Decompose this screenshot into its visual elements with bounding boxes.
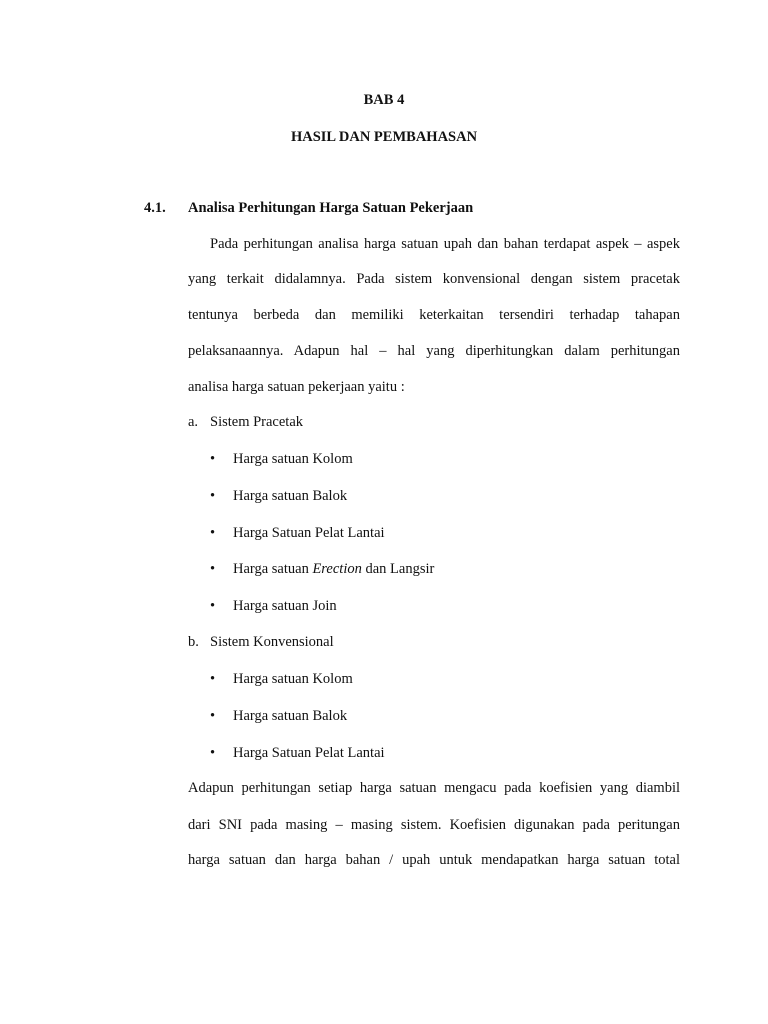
list-item-text-after: dan Langsir <box>361 561 435 577</box>
list-item <box>210 598 337 615</box>
list-item-text-italic: Erection <box>312 561 362 577</box>
bullet-icon: • <box>210 745 216 761</box>
list-item <box>210 671 353 688</box>
list-item-text: Harga satuan Join <box>233 598 337 614</box>
list-item <box>210 451 353 468</box>
list-item <box>210 745 385 762</box>
list-item <box>210 525 385 542</box>
list-letter: a. <box>188 414 199 430</box>
paragraph-line: analisa harga satuan pekerjaan yaitu : <box>188 379 405 395</box>
chapter-number: BAB 4 <box>363 92 405 108</box>
list-label-a <box>188 414 303 431</box>
paragraph-line: harga satuan dan harga bahan / upah untuk mendapatkan harga satuan total <box>188 852 680 868</box>
bullet-icon: • <box>210 488 216 504</box>
list-label-text: Sistem Pracetak <box>210 414 304 430</box>
list-item-text: Harga Satuan Pelat Lantai <box>233 745 385 761</box>
list-item-text: Harga satuan Balok <box>233 708 348 724</box>
list-item <box>210 561 434 578</box>
bullet-icon: • <box>210 671 216 687</box>
list-item <box>210 708 347 725</box>
list-label-text: Sistem Konvensional <box>210 634 334 650</box>
list-letter: b. <box>188 634 199 650</box>
paragraph-line: Adapun perhitungan setiap harga satuan mengacu pada koefisien yang diambil <box>188 780 680 796</box>
list-label-b <box>188 634 334 651</box>
bullet-icon: • <box>210 525 216 541</box>
paragraph-line: dari SNI pada masing – masing sistem. Koefisien digunakan pada peritungan <box>188 817 680 833</box>
list-item-text: Harga satuan Kolom <box>233 671 353 687</box>
list-item <box>210 488 347 505</box>
bullet-icon: • <box>210 561 216 577</box>
paragraph-line: Pada perhitungan analisa harga satuan upah dan bahan terdapat aspek – aspek <box>210 236 680 252</box>
list-item-text: Harga Satuan Pelat Lantai <box>233 525 385 541</box>
paragraph-line: tentunya berbeda dan memiliki keterkaitan tersendiri terhadap tahapan <box>188 307 680 323</box>
list-item-text: Harga satuan Kolom <box>233 451 353 467</box>
list-item-text-before: Harga satuan <box>233 561 313 577</box>
chapter-title: HASIL DAN PEMBAHASAN <box>290 129 478 145</box>
paragraph-line: yang terkait didalamnya. Pada sistem konvensional dengan sistem pracetak <box>188 271 680 287</box>
bullet-icon: • <box>210 451 216 467</box>
bullet-icon: • <box>210 708 216 724</box>
paragraph-line: pelaksanaannya. Adapun hal – hal yang diperhitungkan dalam perhitungan <box>188 343 680 359</box>
section-title: Analisa Perhitungan Harga Satuan Pekerjaan <box>188 200 474 216</box>
section-heading <box>144 200 473 217</box>
section-number: 4.1. <box>144 200 166 216</box>
bullet-icon: • <box>210 598 216 614</box>
list-item-text: Harga satuan Balok <box>233 488 348 504</box>
